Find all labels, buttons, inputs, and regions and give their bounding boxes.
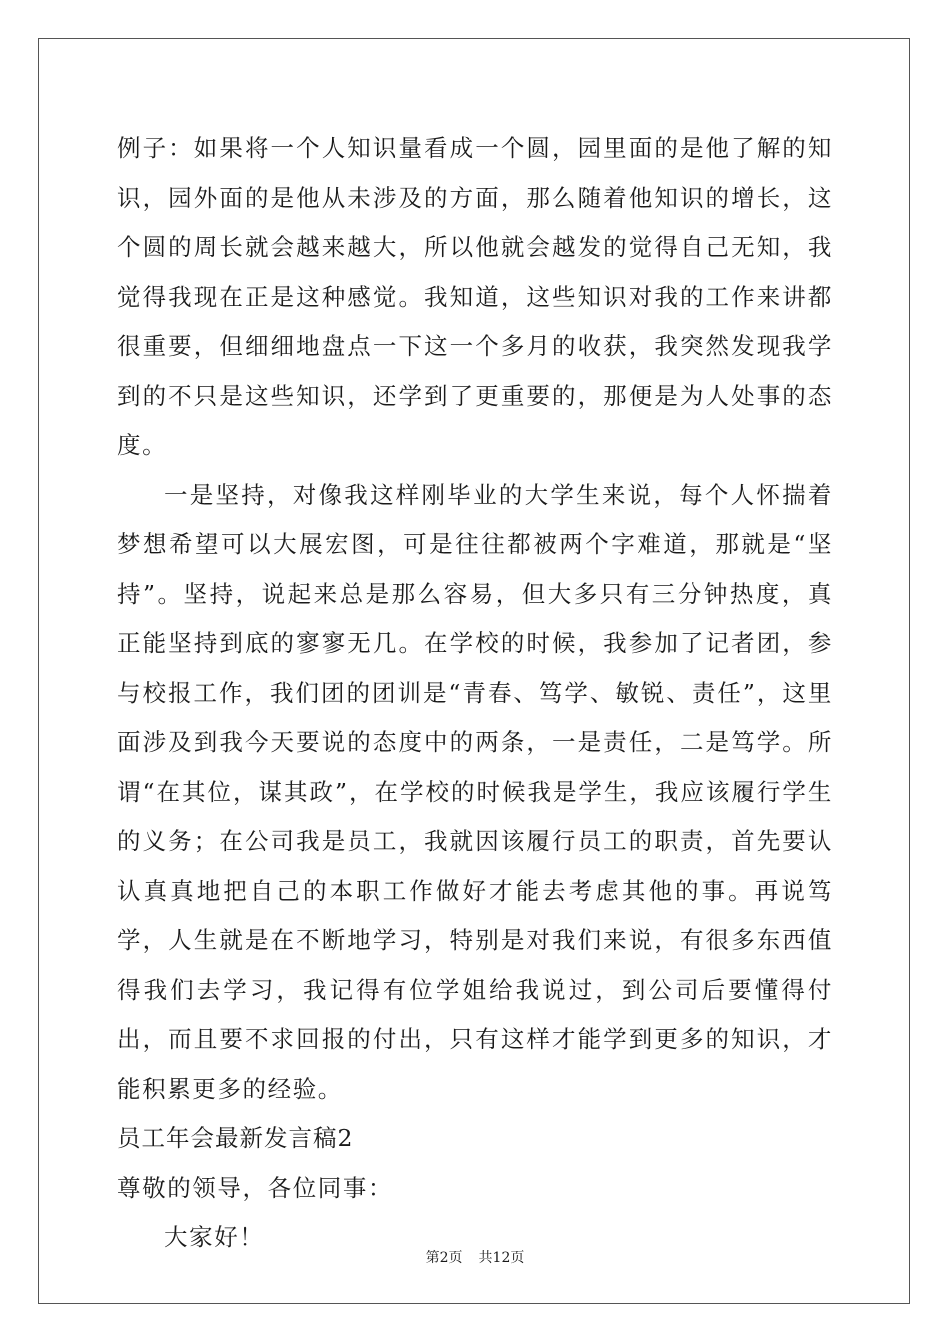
salutation: 尊敬的领导，各位同事： — [117, 1173, 394, 1202]
greeting: 大家好！ — [164, 1223, 265, 1251]
paragraph-persistence: 一是坚持，对像我这样刚毕业的大学生来说，每个人怀揣着梦想希望可以大展宏图，可是往往都被两个字难道，那就是“坚持”。坚持，说起来总是那么容易，但大多只有三分钟热度，真正能坚持到底的寥寥无几。在学校的时候，我参加了记者团，参与校报工作，我们团的团训是“青春、笃学、敏锐、责任”，这里面涉及到我今天要说的态度中的两条，一是责任，二是笃学。所谓“在其位，谋其政”，在学校的时候我是学生，我应该履行学生的义务；在公司我是员工，我就因该履行员工的职责，首先要认认真真地把自己的本职工作做好才能去考虑其他的事。再说笃学，人生就是在不断地学习，特别是对我们来说，有很多东西值得我们去学习，我记得有位学姐给我说过，到公司后要懂得付出，而且要不求回报的付出，只有这样才能学到更多的知识，才能积累更多的经验。 — [117, 480, 833, 1103]
page-total: 共12页 — [478, 1250, 525, 1266]
section-title: 员工年会最新发言稿2 — [117, 1124, 354, 1152]
page-number: 第2页 — [425, 1250, 463, 1266]
paragraph-intro: 例子：如果将一个人知识量看成一个圆，园里面的是他了解的知识，园外面的是他从未涉及的方面，那么随着他知识的增长，这个圆的周长就会越来越大，所以他就会越发的觉得自己无知，我觉得我现在正是这种感觉。我知道，这些知识对我的工作来讲都很重要，但细细地盘点一下这一个多月的收获，我突然发现我学到的不只是这些知识，还学到了更重要的，那便是为人处事的态度。 — [117, 134, 833, 459]
page-footer — [0, 1247, 950, 1267]
document-body — [117, 124, 833, 1263]
